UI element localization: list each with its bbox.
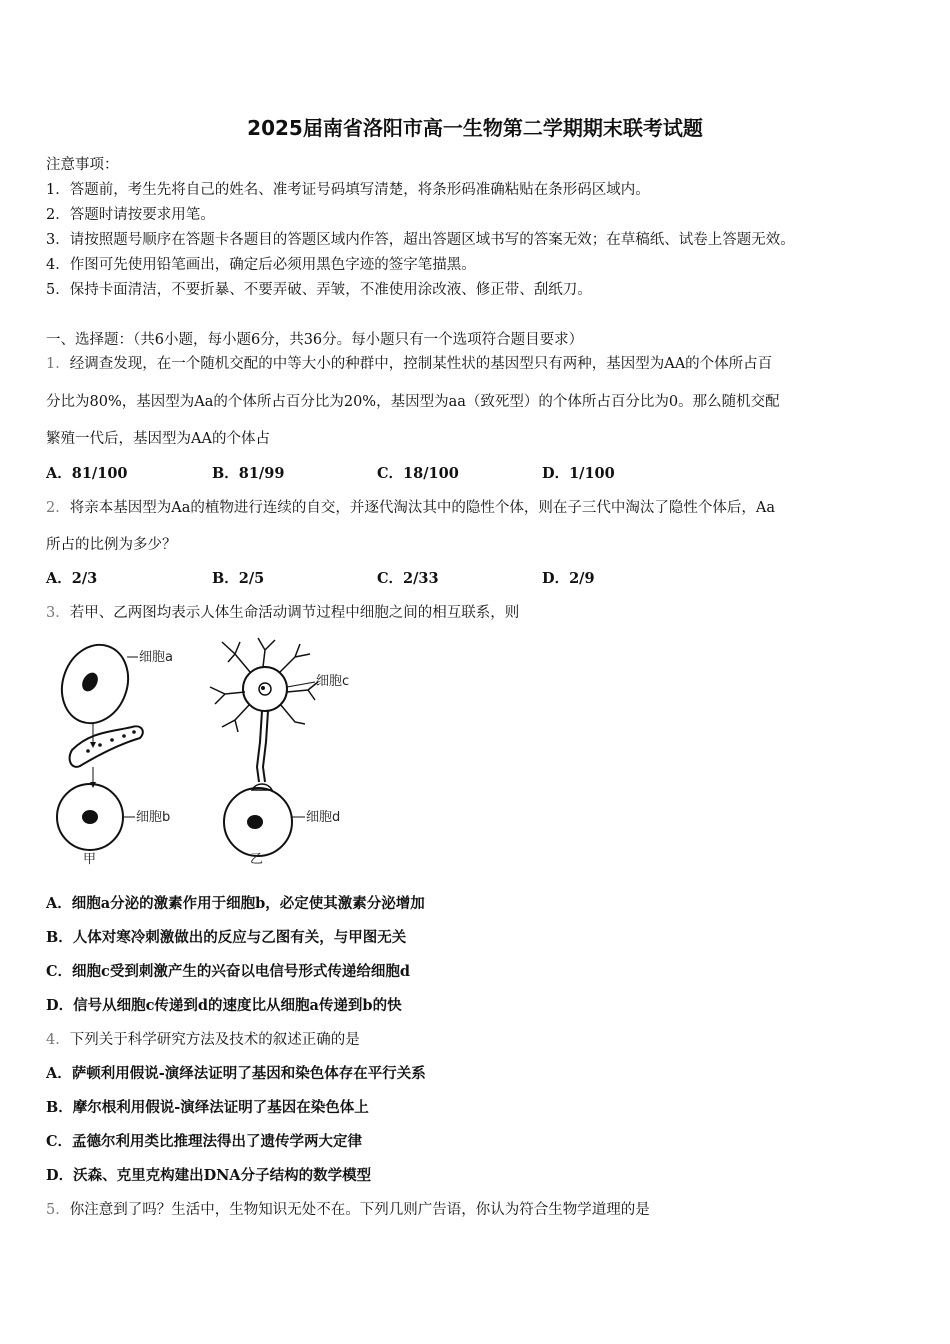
- notice-item: 1．答题前，考生先将自己的姓名、准考证号码填写清楚，将条形码准确粘贴在条形码区域内。: [46, 182, 650, 198]
- question-4-line: 4．下列关于科学研究方法及技术的叙述正确的是: [46, 1032, 360, 1048]
- figure-yi-label: 乙: [250, 852, 264, 867]
- q3-option-a: A．细胞a分泌的激素作用于细胞b，必定使其激素分泌增加: [46, 895, 425, 912]
- q4-option-d: D．沃森、克里克构建出DNA分子结构的数学模型: [46, 1167, 372, 1184]
- notice-item: 2．答题时请按要求用笔。: [46, 207, 215, 223]
- question-1-line: 繁殖一代后，基因型为AA的个体占: [46, 431, 270, 447]
- q1-option-a: A．81/100: [46, 465, 128, 482]
- question-number: 4．: [46, 1032, 70, 1048]
- question-3-line: 3．若甲、乙两图均表示人体生命活动调节过程中细胞之间的相互联系，则: [46, 605, 520, 621]
- figure-jia-label: 甲: [83, 852, 97, 867]
- page-title: 2025届南省洛阳市高一生物第二学期期末联考试题: [247, 116, 703, 140]
- q3-option-b: B．人体对寒冷刺激做出的反应与乙图有关，与甲图无关: [46, 929, 407, 946]
- cell-d-drawing: [224, 788, 305, 856]
- question-2-line: 所占的比例为多少？: [46, 537, 177, 553]
- q1-option-b: B．81/99: [212, 465, 285, 482]
- question-number: 1．: [46, 356, 70, 372]
- q3-option-d: D．信号从细胞c传递到d的速度比从细胞a传递到b的快: [46, 997, 402, 1014]
- arrow-down-icon: [90, 742, 96, 748]
- neuron-c-drawing: [210, 638, 318, 790]
- question-1-line: 1．经调查发现，在一个随机交配的中等大小的种群中，控制某性状的基因型只有两种，基因型为AA的个体所占百: [46, 356, 773, 372]
- cell-communication-figure: [50, 632, 370, 867]
- q4-option-c: C．孟德尔利用类比推理法得出了遗传学两大定律: [46, 1133, 363, 1150]
- question-number: 5．: [46, 1202, 70, 1218]
- q2-option-c: C．2/33: [377, 570, 439, 587]
- cell-b-label: 细胞b: [136, 810, 171, 825]
- cell-a-label: 细胞a: [139, 650, 173, 665]
- notice-item: 5．保持卡面清洁，不要折暴、不要弄破、弄皱，不准使用涂改液、修正带、刮纸刀。: [46, 282, 592, 298]
- question-2-line: 2．将亲本基因型为Aa的植物进行连续的自交，并逐代淘汰其中的隐性个体，则在子三代中淘汰了隐性个体后，Aa: [46, 500, 775, 516]
- blood-vessel-drawing: [70, 726, 143, 767]
- cell-a-drawing: [51, 635, 139, 732]
- question-1-line: 分比为80%，基因型为Aa的个体所占百分比为20%，基因型为aa（致死型）的个体所占百分比为0。那么随机交配: [46, 394, 780, 410]
- q1-option-d: D．1/100: [542, 465, 615, 482]
- question-number: 2．: [46, 500, 70, 516]
- q2-option-a: A．2/3: [46, 570, 98, 587]
- cell-c-label: 细胞c: [316, 674, 350, 689]
- section-heading: 一、选择题：（共6小题，每小题6分，共36分。每小题只有一个选项符合题目要求）: [46, 332, 584, 348]
- q4-option-b: B．摩尔根利用假说-演绎法证明了基因在染色体上: [46, 1099, 369, 1116]
- cell-b-drawing: [57, 784, 135, 850]
- question-number: 3．: [46, 605, 70, 621]
- q2-option-b: B．2/5: [212, 570, 265, 587]
- q4-option-a: A．萨顿利用假说-演绎法证明了基因和染色体存在平行关系: [46, 1065, 426, 1082]
- q2-option-d: D．2/9: [542, 570, 595, 587]
- notice-item: 3．请按照题号顺序在答题卡各题目的答题区域内作答，超出答题区域书写的答案无效；在草稿纸、试卷上答题无效。: [46, 232, 795, 248]
- question-5-line: 5．你注意到了吗？生活中，生物知识无处不在。下列几则广告语，你认为符合生物学道理的是: [46, 1202, 650, 1218]
- notice-item: 4．作图可先使用铅笔画出，确定后必须用黑色字迹的签字笔描黑。: [46, 257, 476, 273]
- q1-option-c: C．18/100: [377, 465, 459, 482]
- notice-heading: 注意事项：: [46, 157, 119, 173]
- cell-d-label: 细胞d: [306, 810, 341, 825]
- q3-option-c: C．细胞c受到刺激产生的兴奋以电信号形式传递给细胞d: [46, 963, 411, 980]
